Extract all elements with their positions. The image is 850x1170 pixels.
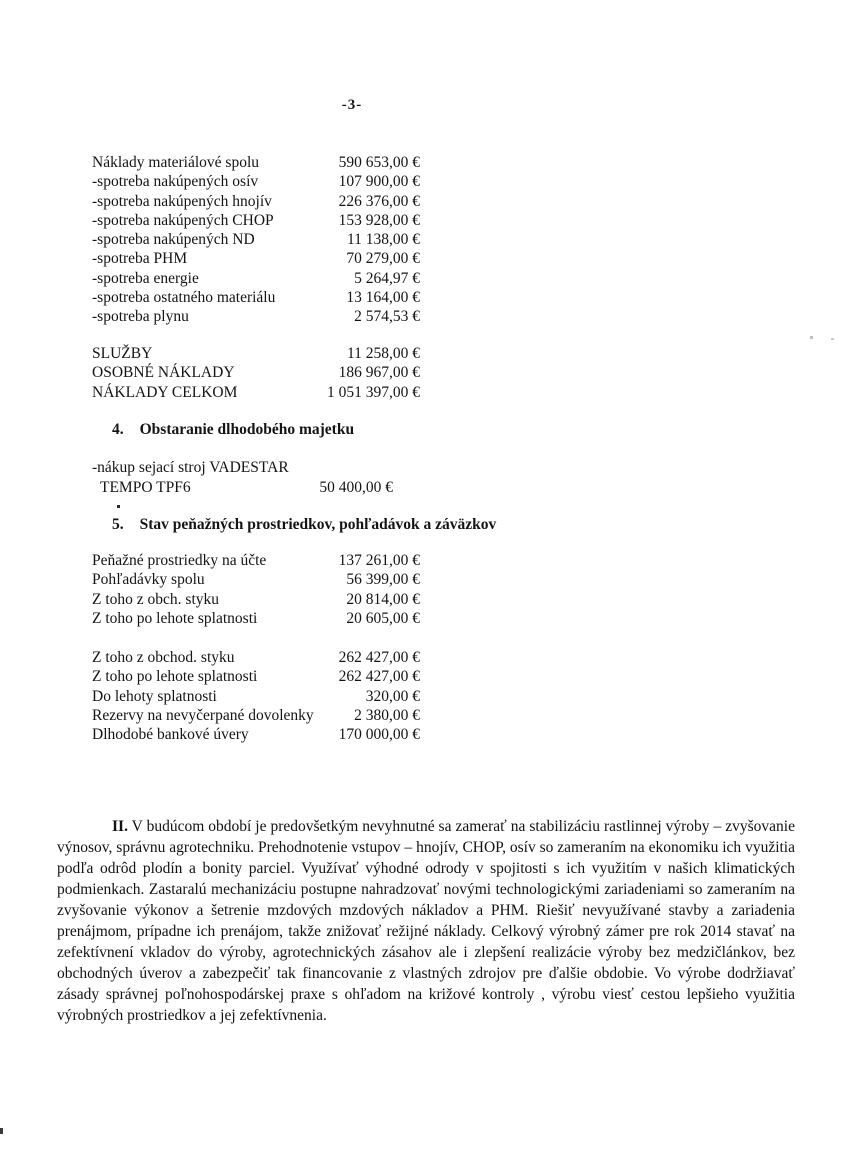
row-label: Do lehoty splatnosti <box>92 687 217 705</box>
table-row <box>92 192 420 211</box>
totals-table <box>92 344 420 402</box>
row-label: -spotreba nakúpených osív <box>92 173 259 191</box>
row-value: 1 051 397,00 € <box>327 383 420 401</box>
table-row <box>92 706 420 725</box>
table-row <box>92 307 420 326</box>
material-costs-table <box>92 153 420 327</box>
row-value: 590 653,00 € <box>338 154 420 171</box>
table-row <box>92 383 420 402</box>
paragraph-lead: II. <box>112 817 128 835</box>
table-row <box>92 570 420 589</box>
table-row <box>92 551 420 570</box>
table-row <box>92 609 420 628</box>
row-label: SLUŽBY <box>92 345 153 362</box>
row-value: 107 900,00 € <box>338 173 420 191</box>
row-label: Dlhodobé bankové úvery <box>92 726 249 744</box>
row-value: 320,00 € <box>365 687 420 705</box>
scan-artifact <box>0 1128 3 1134</box>
row-label: Rezervy na nevyčerpané dovolenky <box>92 706 314 724</box>
row-label: Náklady materiálové spolu <box>92 154 260 171</box>
row-label: OSOBNÉ NÁKLADY <box>92 364 235 382</box>
purchase-item-row <box>92 478 393 498</box>
row-label: TEMPO TPF6 <box>100 479 191 496</box>
table-row <box>92 667 420 686</box>
row-value: 20 814,00 € <box>346 590 420 608</box>
section-number: 5. <box>112 516 124 533</box>
row-label: Pohľadávky spolu <box>92 571 205 589</box>
row-value: 11 258,00 € <box>346 345 420 362</box>
section-title: Stav peňažných prostriedkov, pohľadávok a záväzkov <box>139 516 497 533</box>
row-value: 153 928,00 € <box>338 211 420 229</box>
row-label: -spotreba nakúpených CHOP <box>92 211 274 229</box>
row-value: 56 399,00 € <box>346 571 420 589</box>
section-5-heading <box>112 516 496 534</box>
closing-paragraph <box>57 816 795 1026</box>
table-row <box>92 344 420 363</box>
row-value: 262 427,00 € <box>338 668 420 686</box>
row-label: -spotreba plynu <box>92 308 189 326</box>
table-row <box>92 269 420 288</box>
row-value: 262 427,00 € <box>338 649 420 666</box>
row-label: Z toho z obchod. styku <box>92 649 235 666</box>
table-row <box>92 590 420 609</box>
table-row <box>92 648 420 667</box>
row-label: NÁKLADY CELKOM <box>92 383 238 401</box>
row-value: 11 138,00 € <box>346 231 420 249</box>
row-value: 2 380,00 € <box>354 706 420 724</box>
row-value: 226 376,00 € <box>338 192 420 210</box>
scan-artifact <box>831 338 834 340</box>
table-row <box>92 230 420 249</box>
purchase-item-line: -nákup sejací stroj VADESTAR <box>92 459 289 476</box>
table-row <box>92 288 420 307</box>
row-label: Z toho po lehote splatnosti <box>92 668 258 686</box>
table-row <box>92 249 420 268</box>
row-value: 70 279,00 € <box>346 250 420 268</box>
row-label: -spotreba PHM <box>92 250 188 268</box>
section-title: Obstaranie dlhodobého majetku <box>139 421 355 438</box>
section-4-heading <box>112 421 354 439</box>
row-label: -spotreba ostatného materiálu <box>92 289 276 307</box>
row-label: Z toho po lehote splatnosti <box>92 609 258 627</box>
row-value: 186 967,00 € <box>338 364 420 382</box>
table-row <box>92 363 420 382</box>
table-row <box>92 725 420 744</box>
section-number: 4. <box>112 421 124 438</box>
paragraph-text: V budúcom období je predovšetkým nevyhnutné sa zamerať na stabilizáciu rastlinnej výroby – zvyšovanie výnosov, správnu agrotechniku. Prehodnotenie vstupov – hnojív, CHOP, osív so zameraním na ekonomiku ich využitia podľa odrôd plodín a bonity parciel. Využívať výhodné odrody v spojitosti s ich využitím v našich klimatických podmienkach. Zastaralú mechanizáciu postupne nahradzovať novými technologickými zariadeniami so zameraním na zvyšovanie výkonov a šetrenie mzdových mzdových nákladov a PHM. Riešiť nevyužívané stavby a zariadenia prenájmom, prípadne ich prenájom, takže znižovať režijné náklady. Celkový výrobný zámer pre rok 2014 stavať na zefektívnení vkladov do výroby, agrotechnických zásahov ale i zlepšení realizácie výroby bez medzičlánkov, bez obchodných úverov a zabezpečiť tak financovanie z vlastných zdrojov pre ďalšie obdobie. Vo výrobe dodržiavať zásady správnej poľnohospodárskej praxe s ohľadom na križové kontroly , výrobu viesť cestou lepšieho využitia výrobných prostriedkov a jej zefektívnenia. <box>57 817 795 1024</box>
section-4-body <box>92 458 393 498</box>
row-label: -spotreba energie <box>92 269 199 287</box>
cash-receivables-table <box>92 551 420 628</box>
row-value: 50 400,00 € <box>319 479 393 496</box>
row-label: Z toho z obch. styku <box>92 590 219 608</box>
row-label: Peňažné prostriedky na účte <box>92 552 267 569</box>
table-row <box>92 153 420 172</box>
scan-artifact <box>117 505 120 508</box>
table-row <box>92 687 420 706</box>
row-value: 2 574,53 € <box>354 308 420 326</box>
scan-artifact <box>810 336 813 339</box>
row-value: 5 264,97 € <box>354 269 420 287</box>
table-row <box>92 172 420 191</box>
row-value: 170 000,00 € <box>338 726 420 744</box>
row-value: 13 164,00 € <box>346 289 420 307</box>
row-label: -spotreba nakúpených ND <box>92 231 255 249</box>
row-value: 137 261,00 € <box>338 552 420 569</box>
row-label: -spotreba nakúpených hnojív <box>92 192 272 210</box>
table-row <box>92 211 420 230</box>
page-number: -3- <box>341 97 363 113</box>
liabilities-table <box>92 648 420 744</box>
row-value: 20 605,00 € <box>346 609 420 627</box>
